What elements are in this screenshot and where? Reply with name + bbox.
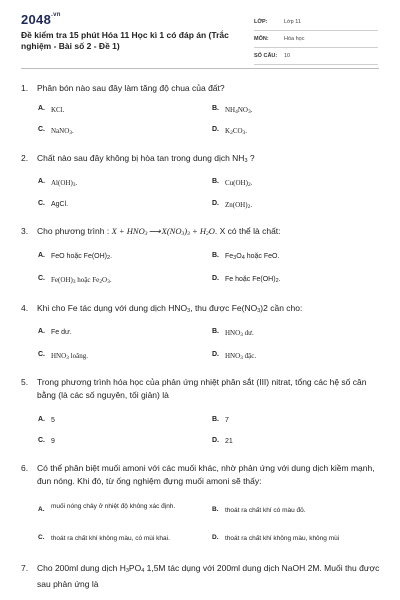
option-label: D. <box>212 126 219 133</box>
option-label: C. <box>38 351 45 358</box>
option-text: Fe hoặc Fe(OH)2. <box>225 276 281 284</box>
option-1d[interactable] <box>212 126 247 138</box>
question-7 <box>21 562 387 591</box>
option-text: NH4NO3. <box>225 106 253 115</box>
site-logo[interactable] <box>21 12 61 27</box>
option-label: B. <box>212 506 219 513</box>
question-number: 2. <box>21 153 29 163</box>
question-text: Chất nào sau đây không bị hòa tan trong dung dịch NH3 ? <box>37 153 255 164</box>
option-2a[interactable] <box>38 178 77 190</box>
option-label: A. <box>38 416 45 423</box>
option-text: Fe(OH)3 hoặc Fe2O3. <box>51 276 112 285</box>
meta-label: SỐ CÂU: <box>254 53 278 59</box>
option-label: A. <box>38 506 45 513</box>
option-text: Al(OH)3. <box>51 179 78 188</box>
option-text: 21 <box>225 438 233 445</box>
option-label: C. <box>38 275 45 282</box>
option-2c[interactable] <box>38 200 68 210</box>
question-2 <box>21 152 387 168</box>
option-text: FeO hoặc Fe(OH)2. <box>51 253 113 261</box>
option-text: HNO3 loãng. <box>51 352 88 361</box>
logo-tld: .vn <box>51 12 61 18</box>
option-6d[interactable] <box>212 534 339 544</box>
option-text: Zn(OH)2. <box>225 201 253 210</box>
question-text: Có thể phân biệt muối amoni với các muối khác, nhờ phản ứng với dung dịch kiềm mạnh, đun nóng. Khi đó, từ ống nghiệm đựng muối amoni sẽ thấy: <box>37 463 375 486</box>
question-text: Khi cho Fe tác dụng với dung dịch HNO3, thu được Fe(NO3)2 cần cho: <box>37 303 303 314</box>
question-number: 1. <box>21 83 29 93</box>
question-text: Cho phương trình : X + HNO3⟶X(NO3)3 + H2O. X có thể là chất: <box>37 226 281 237</box>
option-text: muối nóng chảy ở nhiệt độ không xác định. <box>51 503 176 510</box>
option-label: A. <box>38 328 45 335</box>
option-label: D. <box>212 275 219 282</box>
option-text: NaNO3. <box>51 127 74 136</box>
option-label: D. <box>212 534 219 541</box>
option-6a[interactable] <box>38 502 198 513</box>
meta-table <box>254 14 378 65</box>
option-text: Cu(OH)2. <box>225 179 253 188</box>
option-text: AgCl. <box>51 201 69 208</box>
option-3a[interactable] <box>38 252 112 263</box>
option-4a[interactable] <box>38 328 72 338</box>
option-6c[interactable] <box>38 534 170 544</box>
meta-label: LỚP: <box>254 19 268 25</box>
option-text: thoát ra chất khí có màu đỏ. <box>225 507 306 514</box>
option-4c[interactable] <box>38 351 88 363</box>
option-label: C. <box>38 437 45 444</box>
question-number: 5. <box>21 377 29 387</box>
option-4b[interactable] <box>212 328 254 340</box>
option-1c[interactable] <box>38 126 74 138</box>
option-5c[interactable] <box>38 437 55 447</box>
question-3 <box>21 225 387 241</box>
option-text: 7 <box>225 417 229 424</box>
meta-row-socau <box>254 48 378 65</box>
option-label: B. <box>212 416 219 423</box>
option-label: C. <box>38 126 45 133</box>
option-text: Fe3O4 hoặc FeO. <box>225 253 280 261</box>
option-5d[interactable] <box>212 437 233 447</box>
option-text: KCl. <box>51 106 65 114</box>
question-text: Cho 200ml dung dịch H3PO4 1,5M tác dụng với 200ml dung dịch NaOH 2M. Muối thu được sau phản ứng là <box>37 563 380 589</box>
option-text: Fe dư. <box>51 329 72 336</box>
option-label: B. <box>212 178 219 185</box>
option-label: A. <box>38 252 45 259</box>
option-label: B. <box>212 105 219 112</box>
meta-value: Hóa học <box>284 36 305 42</box>
meta-value: 10 <box>284 53 291 59</box>
reaction-arrow-icon: ⟶ <box>148 226 161 236</box>
option-3d[interactable] <box>212 275 281 286</box>
option-2d[interactable] <box>212 200 252 212</box>
meta-row-lop <box>254 14 378 31</box>
question-4 <box>21 302 387 318</box>
question-text: Phân bón nào sau đây làm tăng độ chua của đất? <box>37 83 225 93</box>
question-1 <box>21 82 387 95</box>
question-number: 3. <box>21 226 29 236</box>
option-4d[interactable] <box>212 351 256 363</box>
option-label: A. <box>38 105 45 112</box>
header-divider <box>21 68 379 69</box>
option-text: 9 <box>51 438 55 445</box>
question-text: Trong phương trình hóa học của phản ứng nhiệt phân sắt (III) nitrat, tổng các hệ số cân bằng (là các số nguyên, tối giản) là <box>37 377 367 400</box>
meta-label: MÔN: <box>254 36 269 42</box>
option-text: thoát ra chất khí không màu, có mùi khai. <box>51 535 170 542</box>
option-2b[interactable] <box>212 178 252 190</box>
option-6b[interactable] <box>212 506 306 516</box>
meta-value: Lớp 11 <box>284 19 301 25</box>
document-header <box>0 0 400 64</box>
option-1b[interactable] <box>212 105 253 117</box>
question-6 <box>21 462 387 488</box>
option-text: K2CO3. <box>225 127 248 136</box>
option-1a[interactable] <box>38 105 64 115</box>
option-label: D. <box>212 200 219 207</box>
option-text: 5 <box>51 417 55 424</box>
option-3c[interactable] <box>38 275 112 287</box>
question-number: 6. <box>21 463 29 473</box>
option-3b[interactable] <box>212 252 279 263</box>
option-text: HNO3 đặc. <box>225 352 257 361</box>
logo-text: 2048 <box>21 12 52 27</box>
option-label: B. <box>212 252 219 259</box>
option-label: A. <box>38 178 45 185</box>
document-title: Đề kiểm tra 15 phút Hóa 11 Học kì 1 có đáp án (Trắc nghiệm - Bài số 2 - Đề 1) <box>21 30 229 51</box>
option-text: thoát ra chất khí không màu, không mùi <box>225 535 340 542</box>
option-label: C. <box>38 534 45 541</box>
question-5 <box>21 376 387 402</box>
option-label: C. <box>38 200 45 207</box>
option-text: HNO3 dư. <box>225 329 254 338</box>
option-label: B. <box>212 328 219 335</box>
option-label: D. <box>212 437 219 444</box>
meta-row-mon <box>254 31 378 48</box>
question-number: 4. <box>21 303 29 313</box>
option-5b[interactable] <box>212 416 229 426</box>
question-number: 7. <box>21 563 29 573</box>
option-5a[interactable] <box>38 416 55 426</box>
option-label: D. <box>212 351 219 358</box>
